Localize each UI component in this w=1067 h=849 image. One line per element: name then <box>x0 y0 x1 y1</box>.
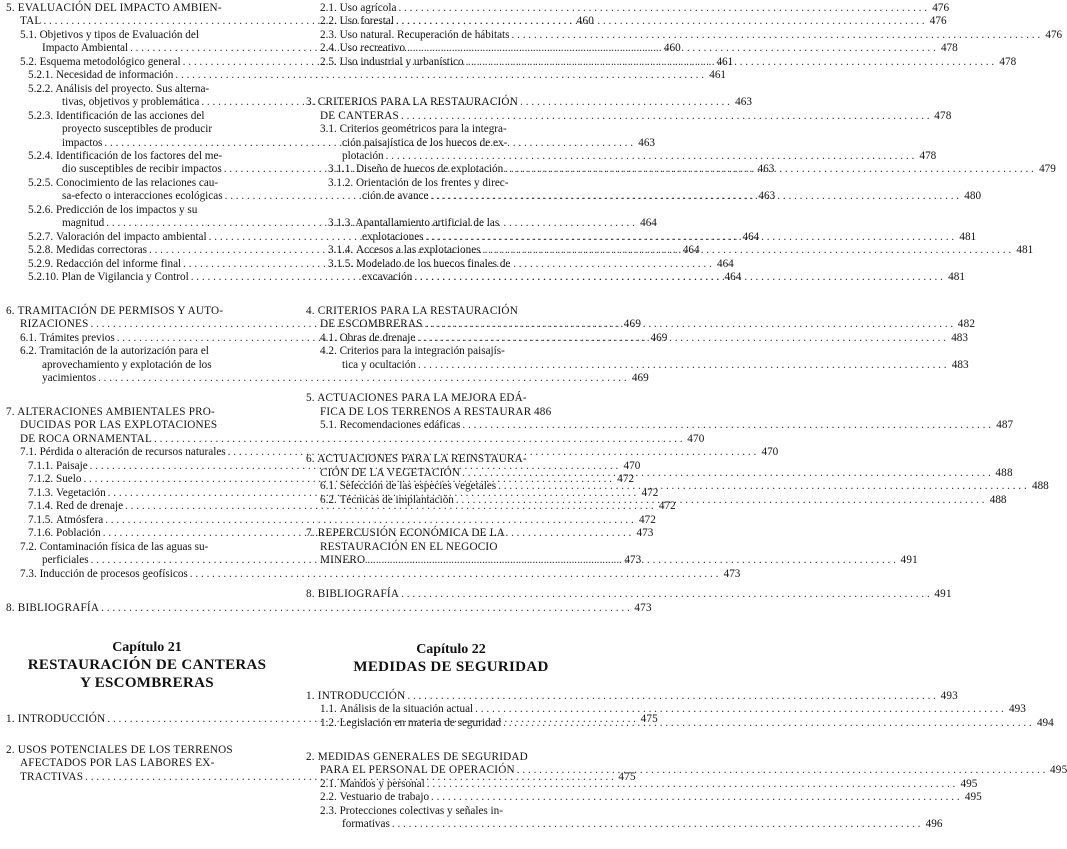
toc-entry: CIÓN DE LA VEGETACIÓN . . . 488 <box>320 467 594 480</box>
toc-entry-line: AFECTADOS POR LAS LABORES EX- <box>20 757 215 769</box>
toc-entry-line: 6. ACTUACIONES PARA LA REINSTAURA- <box>306 453 527 465</box>
page-number: 461 <box>716 56 734 68</box>
chapter-title-line-1: MEDIDAS DE SEGURIDAD <box>353 659 549 675</box>
toc-entry: ción de avance . . . 480 <box>362 190 594 203</box>
toc-entry-line: 7. ALTERACIONES AMBIENTALES PRO- <box>6 406 215 418</box>
toc-entry: DE CANTERAS . . . 478 <box>320 110 594 123</box>
toc-entry: 3.1.4. Accesos a las explotaciones . . . 481 <box>328 244 594 257</box>
toc-entry-line: 5.2.4. Identificación de los factores del me- <box>28 150 223 162</box>
page-number: 478 <box>919 150 937 162</box>
toc-entry: 2.3. Uso natural. Recuperación de hábitats . . . 476 <box>320 29 594 42</box>
page-number: 479 <box>1039 163 1056 175</box>
toc-entry-line: 5.2.6. Predicción de los impactos y su <box>28 204 198 216</box>
chapter-heading <box>306 642 596 676</box>
page-number: 469 <box>623 318 642 330</box>
toc-entry-line: 5.1. Objetivos y tipos de Evaluación del <box>20 29 199 41</box>
toc-entry: 2.2. Vestuario de trabajo . . . 495 <box>320 791 594 804</box>
page-number: 472 <box>617 473 635 485</box>
page-number: 470 <box>687 433 705 445</box>
page-number: 482 <box>957 318 976 330</box>
toc-entry: 2.1. Uso agrícola . . . 476 <box>320 2 594 15</box>
toc-entry-line: 2. MEDIDAS GENERALES DE SEGURIDAD <box>306 751 528 763</box>
page-number: 464 <box>742 231 760 243</box>
toc-entry: 2.2. Uso forestal . . . 476 <box>320 15 594 28</box>
page-number: 473 <box>634 602 652 614</box>
toc-entry: 1. INTRODUCCIÓN . . . 493 <box>306 690 594 703</box>
toc-entry: 7.1.4. Red de drenaje . . . 472 <box>28 500 286 513</box>
toc-entry-line: 3.1. Criterios geométricos para la integra- <box>320 123 507 135</box>
toc-entry: 7.1.1. Paisaje . . . 470 <box>28 460 286 473</box>
toc-entry-line: 3.1.3. Apantallamiento artificial de las <box>328 217 500 229</box>
page-number: 491 <box>900 554 918 566</box>
page-number: 475 <box>640 713 658 725</box>
toc-entry-line: 2. USOS POTENCIALES DE LOS TERRENOS <box>6 744 233 756</box>
chapter-title-line-1: RESTAURACIÓN DE CANTERAS <box>27 657 267 673</box>
toc-entry-line: 6. TRAMITACIÓN DE PERMISOS Y AUTO- <box>6 305 224 317</box>
toc-entry-line: 4. CRITERIOS PARA LA RESTAURACIÓN <box>306 305 518 317</box>
page-number: 483 <box>951 359 969 371</box>
toc-entry: 5.1. Recomendaciones edáficas . . . 487 <box>320 419 594 432</box>
page-number: 476 <box>932 2 950 14</box>
page-number: 488 <box>995 467 1013 479</box>
toc-entry-line: 7. REPERCUSIÓN ECONÓMICA DE LA <box>306 527 506 539</box>
toc-entry: 5.2.1. Necesidad de información . . . 461 <box>28 69 286 82</box>
page-number: 469 <box>631 372 649 384</box>
page-number: 470 <box>623 460 641 472</box>
toc-entry-line: DUCIDAS POR LAS EXPLOTACIONES <box>20 419 218 431</box>
toc-entry: dio susceptibles de recibir impactos . . . 463 <box>62 163 286 176</box>
page-number: 495 <box>960 778 978 790</box>
page-number: 481 <box>1016 244 1034 256</box>
toc-entry-line: aprovechamiento y explotación de los <box>42 359 212 371</box>
page-number: 472 <box>639 514 656 526</box>
toc-entry: 1. INTRODUCCIÓN . . . 475 <box>6 713 286 726</box>
chapter-heading <box>6 640 288 692</box>
page-number: 494 <box>1036 717 1054 729</box>
page-number: 495 <box>964 791 982 803</box>
page-number: 460 <box>576 15 595 27</box>
page-number: 476 <box>929 15 947 27</box>
page-number: 493 <box>940 690 958 702</box>
toc-entry: 7.1.5. Atmósfera . . . 472 <box>28 514 286 527</box>
toc-entry: TAL . . . 460 <box>20 15 286 28</box>
page-number: 495 <box>1050 764 1067 776</box>
page-number: 469 <box>650 332 668 344</box>
page-number: 464 <box>682 244 700 256</box>
page-number: 478 <box>934 110 952 122</box>
toc-entry: 2.4. Uso recreativo . . . 478 <box>320 42 594 55</box>
page-number: 464 <box>724 271 742 283</box>
toc-entry: 4.1. Obras de drenaje . . . 483 <box>320 332 594 345</box>
page-number: 481 <box>948 271 965 283</box>
toc-entry: formativas . . . 496 <box>342 818 594 831</box>
toc-entry-line: 5. ACTUACIONES PARA LA MEJORA EDÁ- <box>306 392 527 404</box>
page-number: 463 <box>758 190 776 202</box>
page-number: 460 <box>663 42 681 54</box>
chapter-title-line-2: Y ESCOMBRERAS <box>80 675 214 691</box>
toc-entry: DE ROCA ORNAMENTAL . . . 470 <box>20 433 286 446</box>
toc-entry: 6.1. Trámites previos . . . 469 <box>20 332 286 345</box>
page-number: 473 <box>723 568 741 580</box>
page-number: 472 <box>641 487 659 499</box>
toc-entry-line: proyecto susceptibles de producir <box>62 123 213 135</box>
page-number: 478 <box>940 42 958 54</box>
toc-entry-line: 5.2.3. Identificación de las acciones del <box>28 110 205 122</box>
page-number: 461 <box>709 69 726 81</box>
toc-entry: 2.1. Mandos y personal . . . 495 <box>320 778 594 791</box>
toc-entry: Impacto Ambiental . . . 460 <box>42 42 286 55</box>
toc-entry-line: 4.2. Criterios para la integración paisajís- <box>320 345 505 357</box>
page-number: 486 <box>533 406 552 418</box>
toc-entry: 6.2. Técnicas de implantación . . . 488 <box>320 494 594 507</box>
toc-entry: 1.2. Legislación en materia de seguridad . . . 494 <box>320 717 594 730</box>
page-number: 480 <box>964 190 982 202</box>
toc-entry: impactos . . . 463 <box>62 137 286 150</box>
toc-entry-line: 6.2. Tramitación de la autorización para el <box>20 345 209 357</box>
page-number: 473 <box>636 527 654 539</box>
toc-entry: RIZACIONES . . . 469 <box>20 318 286 331</box>
toc-entry-line: ción paisajística de los huecos de ex- <box>342 137 508 149</box>
toc-entry: sa-efecto o interacciones ecológicas . . . 463 <box>62 190 286 203</box>
page-number: 488 <box>989 494 1007 506</box>
toc-entry: tica y ocultación . . . 483 <box>342 359 594 372</box>
toc-entry: 5.2.7. Valoración del impacto ambiental . . . 464 <box>28 231 286 244</box>
page-number: 476 <box>1045 29 1063 41</box>
toc-entry-line: 7.2. Contaminación física de las aguas su- <box>20 541 209 553</box>
page-number: 487 <box>996 419 1014 431</box>
toc-entry: 5.2.8. Medidas correctoras . . . 464 <box>28 244 286 257</box>
toc-entry: 8. BIBLIOGRAFÍA . . . 491 <box>306 588 594 601</box>
toc-entry-line: 3. CRITERIOS PARA LA RESTAURACIÓN <box>306 96 518 108</box>
toc-entry: plotación . . . 478 <box>342 150 594 163</box>
page-number: 463 <box>757 163 775 175</box>
toc-entry: 5.2. Esquema metodológico general . . . 461 <box>20 56 286 69</box>
toc-entry: FICA DE LOS TERRENOS A RESTAURAR 486 <box>320 406 552 418</box>
page-number: 488 <box>1031 480 1049 492</box>
toc-entry: magnitud . . . 464 <box>62 217 286 230</box>
toc-entry-line: 5. EVALUACIÓN DEL IMPACTO AMBIEN- <box>6 2 222 14</box>
toc-entry: 6.1. Selección de las especies vegetales . . . 488 <box>320 480 594 493</box>
toc-entry: DE ESCOMBRERAS . . . 482 <box>320 318 594 331</box>
page-number: 496 <box>925 818 943 830</box>
toc-entry: MINERO . . . 491 <box>320 554 594 567</box>
page-number: 473 <box>624 554 642 566</box>
toc-entry: 7.1. Pérdida o alteración de recursos naturales . . . 470 <box>20 446 286 459</box>
page-number: 463 <box>638 137 656 149</box>
toc-entry: perficiales . . . 473 <box>42 554 286 567</box>
toc-entry: explotaciones . . . 481 <box>362 231 594 244</box>
chapter-label: Capítulo 22 <box>416 642 486 657</box>
page-number: 470 <box>761 446 779 458</box>
page-number: 463 <box>735 96 752 108</box>
chapter-label: Capítulo 21 <box>112 640 182 655</box>
toc-entry: 7.1.3. Vegetación . . . 472 <box>28 487 286 500</box>
toc-entry: 7.3. Inducción de procesos geofísicos . . . 473 <box>20 568 286 581</box>
page-number: 464 <box>716 258 734 270</box>
toc-entry: excavación . . . 481 <box>362 271 594 284</box>
toc-entry-line: 5.2.2. Análisis del proyecto. Sus alterna- <box>28 83 210 95</box>
page-number: 493 <box>1009 703 1026 715</box>
page-number: 481 <box>959 231 977 243</box>
page-number: 483 <box>951 332 968 344</box>
toc-entry-line: 3.1.5. Modelado de los huecos finales de <box>328 258 511 270</box>
page-number: 478 <box>999 56 1017 68</box>
toc-entry: tivas, objetivos y problemática . . . 463 <box>62 96 286 109</box>
toc-entry-line: 2.3. Protecciones colectivas y señales in- <box>320 805 503 817</box>
toc-entry: 1.1. Análisis de la situación actual . . . 493 <box>320 703 594 716</box>
toc-entry: 8. BIBLIOGRAFÍA . . . 473 <box>6 602 286 615</box>
toc-entry: PARA EL PERSONAL DE OPERACIÓN . . . 495 <box>320 764 594 777</box>
page-number: 472 <box>658 500 676 512</box>
page-number: 475 <box>618 771 636 783</box>
toc-entry: 7.1.6. Población . . . 473 <box>28 527 286 540</box>
toc-entry: TRACTIVAS . . . 475 <box>20 771 286 784</box>
page-number: 491 <box>934 588 952 600</box>
toc-entry: 5.2.9. Redacción del informe final . . . 464 <box>28 258 286 271</box>
toc-entry: 7.1.2. Suelo . . . 472 <box>28 473 286 486</box>
toc-entry-line: RESTAURACIÓN EN EL NEGOCIO <box>320 541 498 553</box>
page-number: 464 <box>640 217 657 229</box>
toc-entry: 2.5. Uso industrial y urbanístico . . . 478 <box>320 56 594 69</box>
toc-entry-line: 5.2.5. Conocimiento de las relaciones cau- <box>28 177 219 189</box>
toc-entry-line: 3.1.2. Orientación de los frentes y direc- <box>328 177 509 189</box>
toc-entry: 5.2.10. Plan de Vigilancia y Control . . . 464 <box>28 271 286 284</box>
toc-entry: yacimientos . . . 469 <box>42 372 286 385</box>
toc-entry: 3.1.1. Diseño de huecos de explotación . . . 479 <box>328 163 594 176</box>
